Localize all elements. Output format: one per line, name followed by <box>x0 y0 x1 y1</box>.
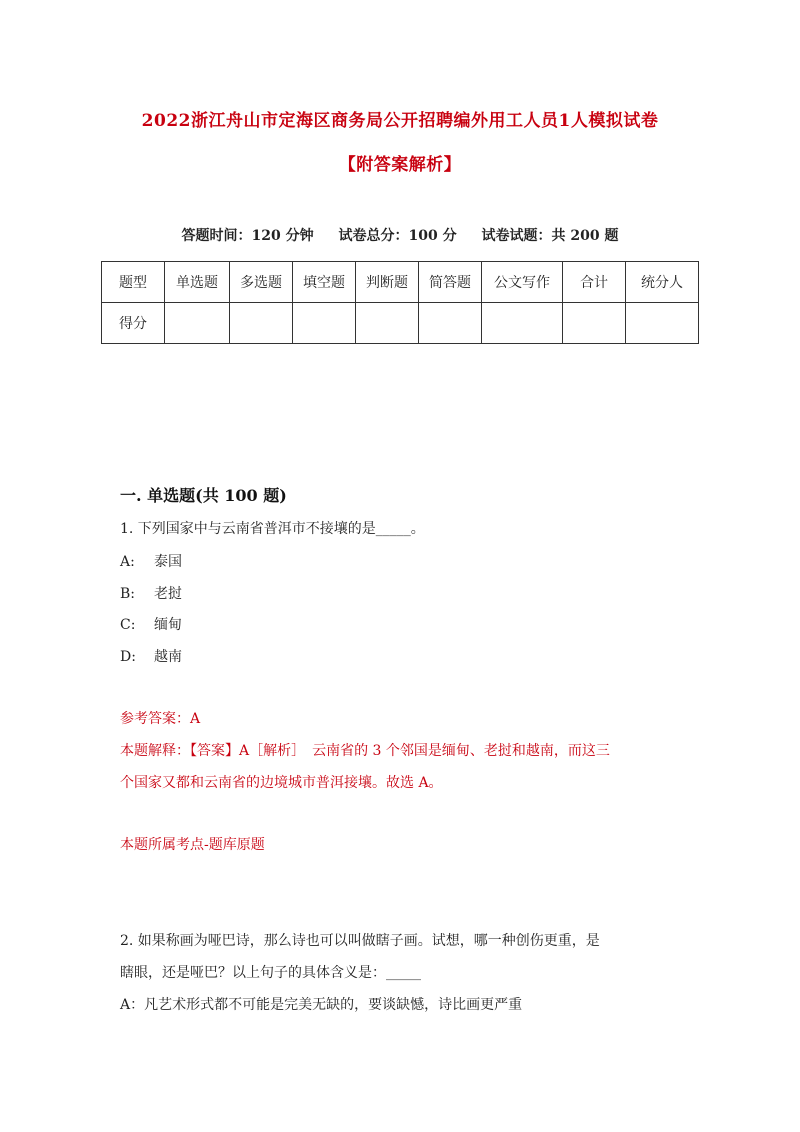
score-cell[interactable] <box>356 303 419 344</box>
question-1-answer: 参考答案：A <box>120 711 201 727</box>
header-cell: 合计 <box>563 262 626 303</box>
option-key: B: <box>120 586 136 602</box>
option-text: 老挝 <box>154 586 182 602</box>
section-title: 一. 单选题(共 100 题) <box>120 486 287 505</box>
option-text: 越南 <box>154 649 182 665</box>
option-key: D: <box>120 649 136 665</box>
score-table-score-row <box>102 303 699 344</box>
header-cell: 填空题 <box>293 262 356 303</box>
exam-info <box>0 225 800 245</box>
question-1-explanation-line1: 本题解释：【答案】A［解析］ 云南省的 3 个邻国是缅甸、老挝和越南，而这三 <box>120 743 610 759</box>
score-cell[interactable] <box>482 303 563 344</box>
question-1-option-d <box>120 646 182 666</box>
score-cell[interactable] <box>563 303 626 344</box>
exam-total-score: 试卷总分：100 分 <box>338 228 457 244</box>
question-2-option-a: A：凡艺术形式都不可能是完美无缺的，要谈缺憾，诗比画更严重 <box>120 997 523 1013</box>
option-text: 泰国 <box>154 554 182 570</box>
exam-question-count: 试卷试题：共 200 题 <box>481 228 619 244</box>
question-1-option-b <box>120 583 182 603</box>
question-1-source: 本题所属考点-题库原题 <box>120 837 265 853</box>
header-cell: 单选题 <box>165 262 230 303</box>
header-cell: 简答题 <box>419 262 482 303</box>
option-key: A: <box>120 554 135 570</box>
score-cell[interactable] <box>626 303 699 344</box>
option-key: C: <box>120 617 136 633</box>
score-cell[interactable] <box>419 303 482 344</box>
header-cell: 公文写作 <box>482 262 563 303</box>
score-cell[interactable] <box>293 303 356 344</box>
header-cell: 多选题 <box>230 262 293 303</box>
header-cell: 题型 <box>102 262 165 303</box>
header-cell: 统分人 <box>626 262 699 303</box>
page-title: 2022浙江舟山市定海区商务局公开招聘编外用工人员1人模拟试卷 <box>141 111 659 131</box>
question-1-explanation-line2: 个国家又都和云南省的边境城市普洱接壤。故选 A。 <box>120 775 443 791</box>
question-1-option-c <box>120 614 182 634</box>
score-table-header-row <box>102 262 699 303</box>
question-2-stem-line2: 瞎眼，还是哑巴？以上句子的具体含义是：_____ <box>120 965 421 981</box>
question-1-stem: 1. 下列国家中与云南省普洱市不接壤的是_____。 <box>120 521 425 537</box>
row-label: 得分 <box>102 303 165 344</box>
score-table <box>101 261 699 344</box>
question-2-stem-line1: 2. 如果称画为哑巴诗，那么诗也可以叫做瞎子画。试想，哪一种创伤更重，是 <box>120 933 600 949</box>
score-cell[interactable] <box>230 303 293 344</box>
exam-time: 答题时间：120 分钟 <box>181 228 314 244</box>
question-1-option-a <box>120 551 182 571</box>
option-text: 缅甸 <box>154 617 182 633</box>
page-subtitle: 【附答案解析】 <box>338 155 462 175</box>
header-cell: 判断题 <box>356 262 419 303</box>
score-cell[interactable] <box>165 303 230 344</box>
